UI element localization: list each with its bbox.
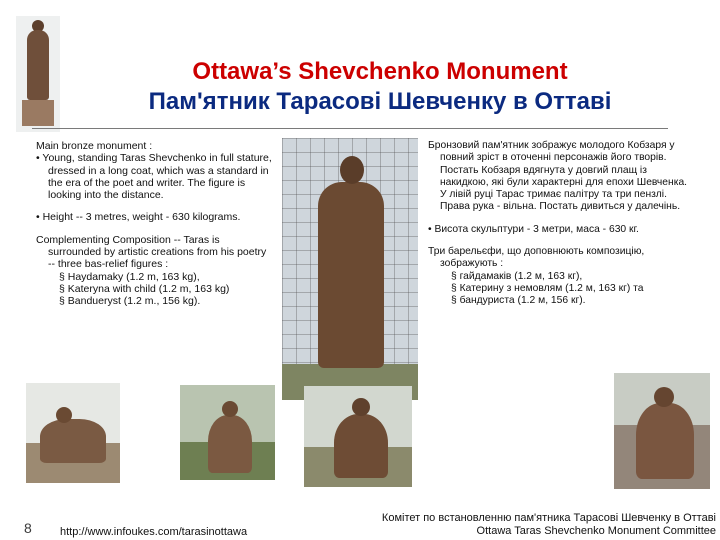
bas-relief-item: § Bandueryst (1.2 m., 156 kg). (59, 295, 201, 308)
description-bullet: • Young, standing Taras Shevchenko in full stature, dressed in a long coat, which was a standard in the era of the poet and writer. The figure is looking into the distance. (36, 152, 272, 202)
ukrainian-description (428, 140, 690, 308)
ukrainian-paragraph: Бронзовий пам'ятник зображує молодого Кобзаря у повний зріст в оточенні персонажів його творів. Постать Кобзаря вдягнута у довгий плащ із накидкою, які були характерні для епохи Шевченка. У лівій руці Тарас тримає палітру та три пензлі. Права рука - вільна. Постать дивиться у далечінь. (428, 140, 688, 213)
main-monument-photo (282, 138, 418, 400)
title-divider (32, 128, 668, 129)
ukrainian-relief-heading: Три барельєфи, що доповнюють композицію, зображують : (428, 246, 645, 270)
bas-relief-photo-bandurist (304, 386, 412, 487)
english-description (36, 140, 272, 308)
statue-head (340, 156, 364, 184)
main-monument-heading: Main bronze monument : (36, 140, 153, 152)
slide-title-ukrainian: Пам'ятник Тарасові Шевченку в Оттаві (148, 88, 612, 115)
complement-heading: Complementing Composition -- Taras is surrounded by artistic creations from his poetry -- three bas-relief figures : (36, 233, 267, 271)
bas-relief-item: § Kateryna with child (1.2 m, 163 kg) (59, 282, 230, 295)
ukrainian-relief-item: § бандуриста (1.2 м, 156 кг). (451, 295, 586, 307)
bas-relief-photo-haydamaky (26, 383, 120, 483)
bas-relief-item: § Haydamaky (1.2 m, 163 kg), (59, 270, 200, 283)
website-link[interactable]: http://www.infoukes.com/tarasinottawa (60, 526, 248, 538)
committee-name-english: Ottawa Taras Shevchenko Monument Committee (476, 525, 716, 537)
dimensions-bullet: • Height -- 3 metres, weight - 630 kilograms. (36, 211, 241, 224)
ukrainian-dimensions-bullet: • Висота скульптури - 3 метри, маса - 630 кг. (428, 223, 639, 235)
committee-name-ukrainian: Комітет по встановленню пам'ятника Тарасові Шевченку в Оттаві (381, 512, 716, 524)
ukrainian-relief-item: § гайдамаків (1.2 м, 163 кг), (451, 270, 583, 282)
bas-relief-photo-closeup (614, 373, 710, 489)
slide-title-english: Ottawa’s Shevchenko Monument (192, 58, 568, 85)
statue-coat (318, 182, 384, 368)
page-number: 8 (24, 520, 32, 536)
ukrainian-relief-item: § Катерину з немовлям (1.2 м, 163 кг) та (451, 282, 644, 294)
bas-relief-photo-kateryna (180, 385, 275, 480)
